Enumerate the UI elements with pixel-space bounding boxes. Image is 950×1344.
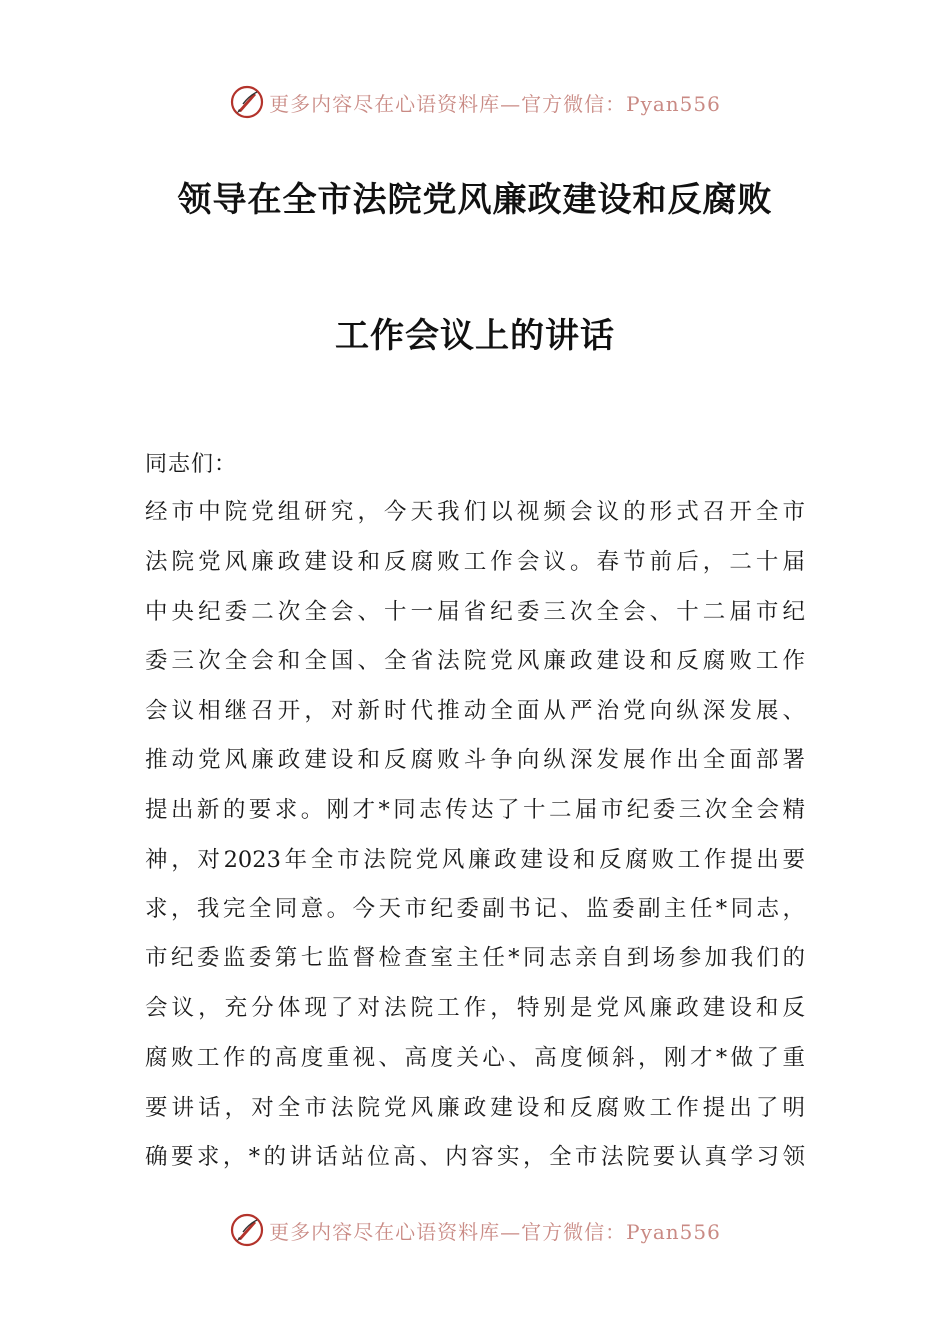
quill-logo-icon bbox=[229, 1212, 265, 1248]
document-title-line-2: 工作会议上的讲话 bbox=[335, 316, 615, 356]
body-text-line: 要讲话，对全市法院党风廉政建设和反腐败工作提出了明 bbox=[145, 1095, 805, 1121]
body-text-line: 市纪委监委第七监督检查室主任*同志亲自到场参加我们的 bbox=[145, 945, 805, 971]
document-title-line-1: 领导在全市法院党风廉政建设和反腐败 bbox=[177, 180, 773, 220]
body-text-line: 委三次全会和全国、全省法院党风廉政建设和反腐败工作 bbox=[145, 648, 805, 674]
watermark-text: 更多内容尽在心语资料库—官方微信：Pyan556 bbox=[269, 91, 721, 116]
body-text-line: 神，对2023年全市法院党风廉政建设和反腐败工作提出要 bbox=[145, 847, 805, 873]
salutation: 同志们： bbox=[145, 452, 238, 477]
body-text-line: 腐败工作的高度重视、高度关心、高度倾斜，刚才*做了重 bbox=[145, 1045, 805, 1071]
quill-logo-icon bbox=[229, 84, 265, 120]
body-text-line: 确要求，*的讲话站位高、内容实，全市法院要认真学习领 bbox=[145, 1144, 805, 1170]
body-text-line: 推动党风廉政建设和反腐败斗争向纵深发展作出全面部署 bbox=[145, 747, 805, 773]
body-text-line: 提出新的要求。刚才*同志传达了十二届市纪委三次全会精 bbox=[145, 797, 805, 823]
body-text-line: 中央纪委二次全会、十一届省纪委三次全会、十二届市纪 bbox=[145, 599, 805, 625]
watermark-text: 更多内容尽在心语资料库—官方微信：Pyan556 bbox=[269, 1219, 721, 1244]
watermark-footer bbox=[0, 1210, 950, 1250]
body-text-line: 会议，充分体现了对法院工作，特别是党风廉政建设和反 bbox=[145, 995, 805, 1021]
body-text-line: 法院党风廉政建设和反腐败工作会议。春节前后，二十届 bbox=[145, 549, 805, 575]
body-text-line: 求，我完全同意。今天市纪委副书记、监委副主任*同志， bbox=[145, 896, 805, 922]
body-text-line: 经市中院党组研究，今天我们以视频会议的形式召开全市 bbox=[145, 499, 805, 525]
body-text-line: 会议相继召开，对新时代推动全面从严治党向纵深发展、 bbox=[145, 698, 805, 724]
watermark-header bbox=[0, 82, 950, 122]
